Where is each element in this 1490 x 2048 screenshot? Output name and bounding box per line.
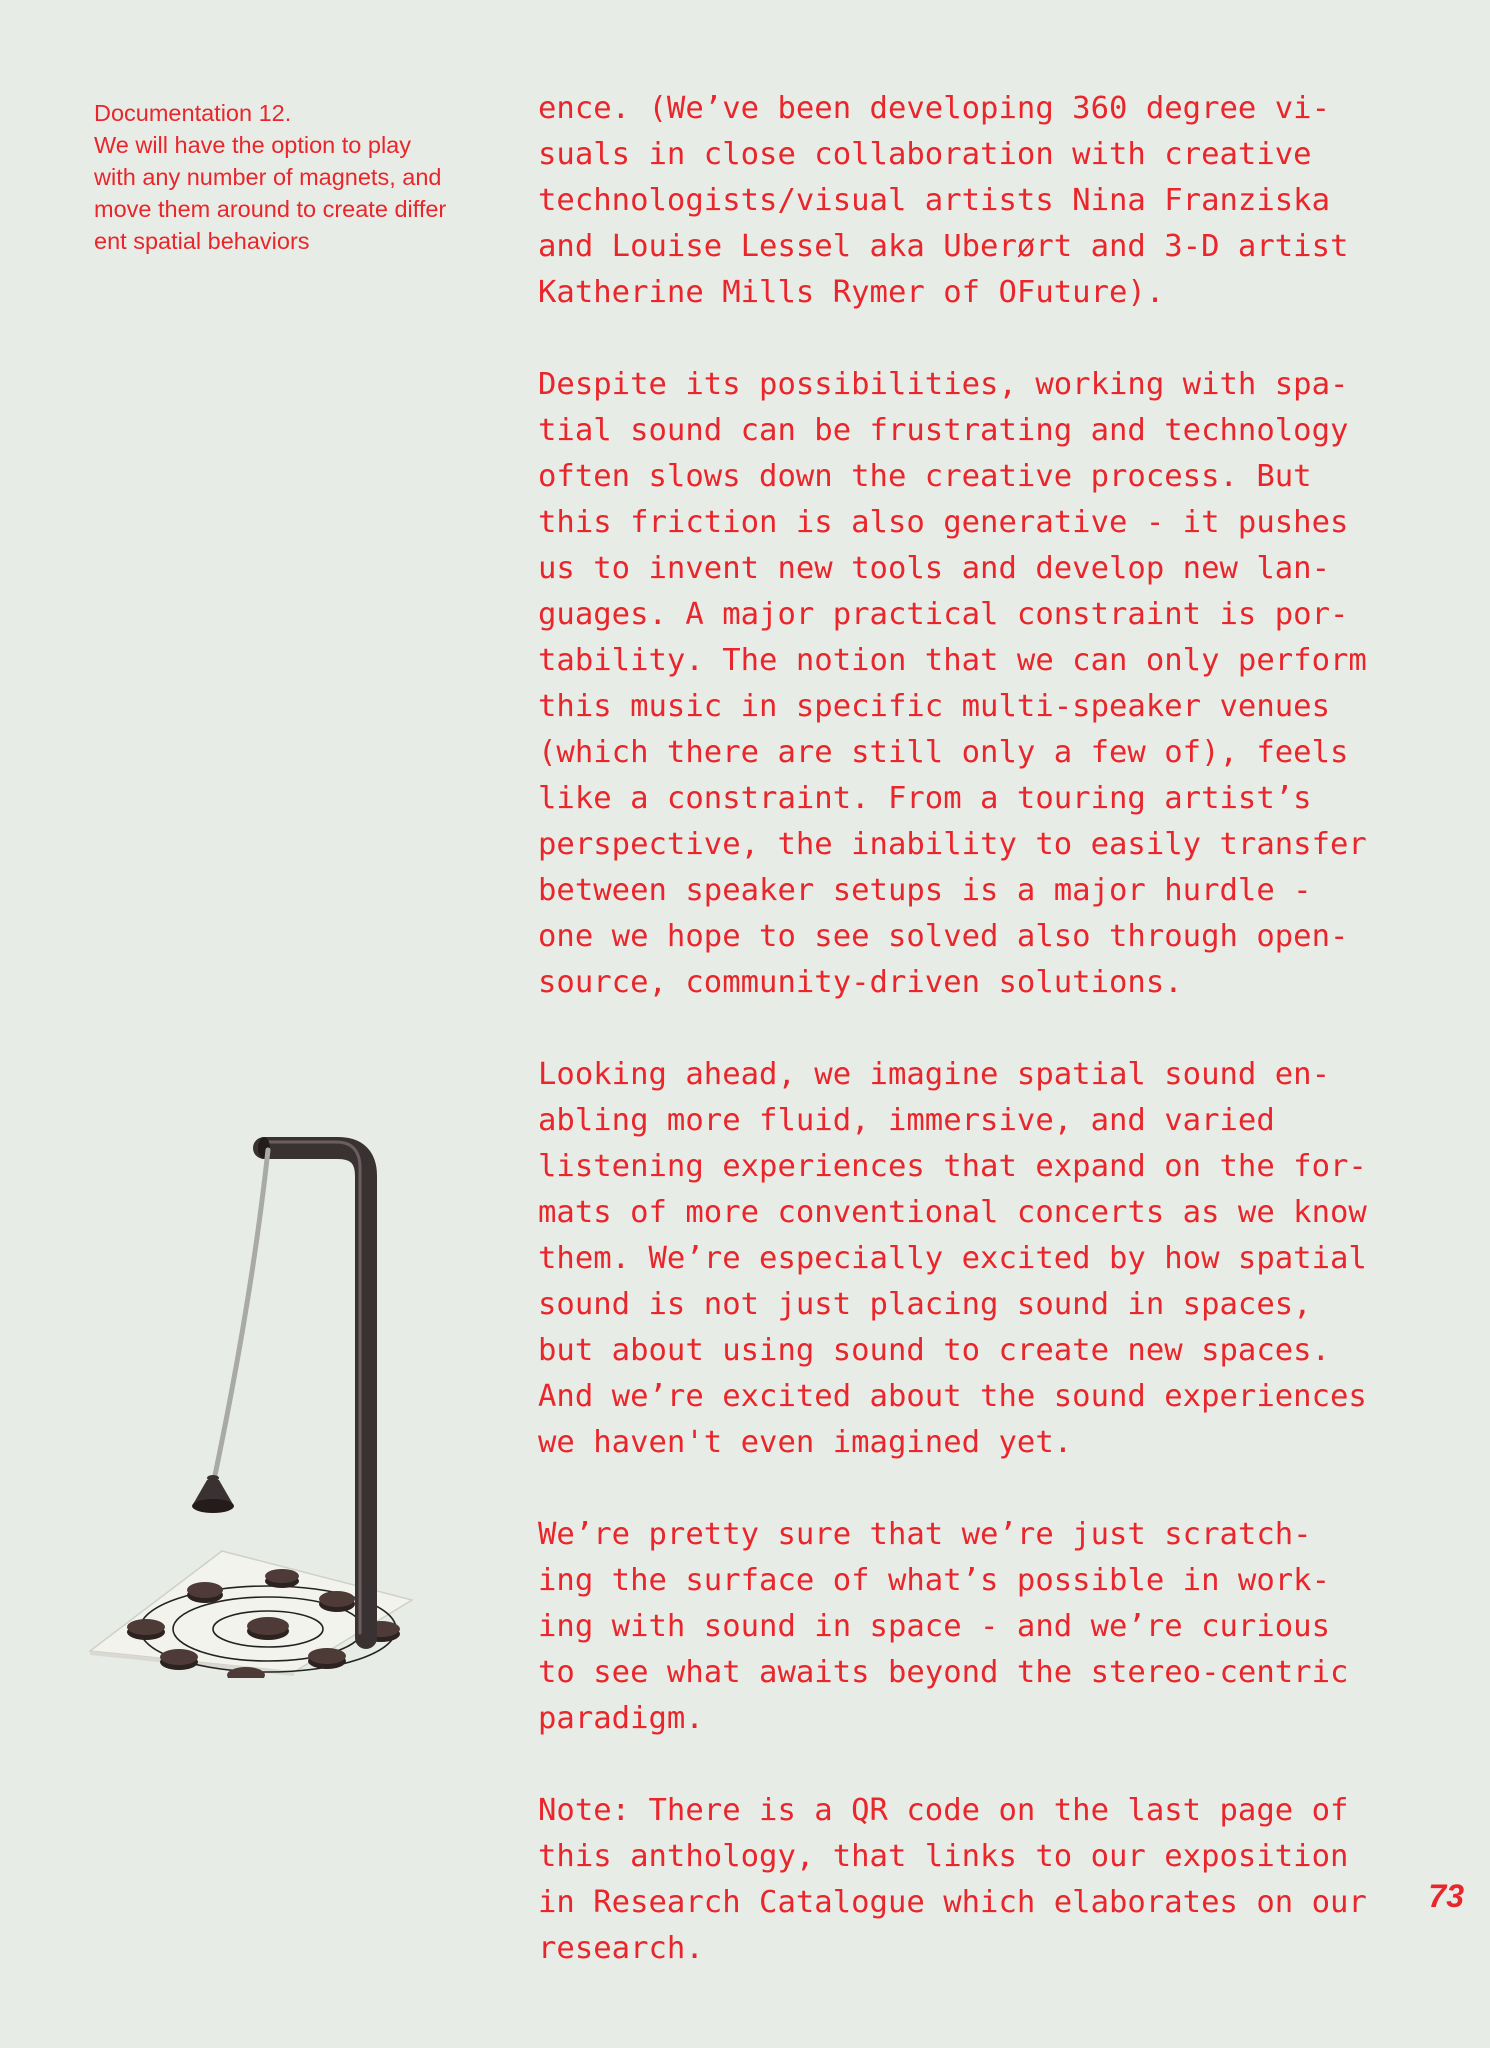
paragraph-portability	[538, 362, 1438, 1006]
text-line: to see what awaits beyond the stereo-centric	[538, 1655, 1349, 1690]
text-line: perspective, the inability to easily transfer	[538, 827, 1367, 862]
magnet	[319, 1591, 355, 1612]
caption-line: Documentation 12.	[94, 100, 292, 126]
text-line: ing with sound in space - and we’re curious	[538, 1609, 1331, 1644]
magnet-pendulum-illustration	[86, 1118, 486, 1678]
text-line: suals in close collaboration with creative	[538, 137, 1312, 172]
paragraph-scratching-surface	[538, 1512, 1438, 1742]
text-line: paradigm.	[538, 1701, 704, 1736]
text-line: ing the surface of what’s possible in work-	[538, 1563, 1331, 1598]
text-line: Note: There is a QR code on the last page of	[538, 1793, 1349, 1828]
page-number: 73	[1428, 1878, 1464, 1914]
text-line: between speaker setups is a major hurdle -	[538, 873, 1312, 908]
text-line: and Louise Lessel aka Uberørt and 3-D artist	[538, 229, 1349, 264]
text-line: source, community-driven solutions.	[538, 965, 1183, 1000]
text-line: like a constraint. From a touring artist’s	[538, 781, 1312, 816]
text-line: We’re pretty sure that we’re just scratch-	[538, 1517, 1312, 1552]
text-line: ence. (We’ve been developing 360 degree vi-	[538, 91, 1331, 126]
magnet	[308, 1648, 346, 1669]
paragraph-note	[538, 1788, 1438, 1972]
magnet	[187, 1582, 223, 1603]
text-line: research.	[538, 1931, 704, 1966]
text-line: this anthology, that links to our exposition	[538, 1839, 1349, 1874]
text-line: we haven't even imagined yet.	[538, 1425, 1073, 1460]
caption-line: We will have the option to play	[94, 132, 411, 158]
text-line: but about using sound to create new spaces.	[538, 1333, 1331, 1368]
text-line: one we hope to see solved also through open-	[538, 919, 1349, 954]
text-line: (which there are still only a few of), feels	[538, 735, 1349, 770]
magnet	[127, 1619, 165, 1640]
text-line: in Research Catalogue which elaborates on our	[538, 1885, 1367, 1920]
text-line: sound is not just placing sound in spaces,	[538, 1287, 1312, 1322]
text-line: guages. A major practical constraint is por-	[538, 597, 1349, 632]
magnet	[247, 1617, 289, 1640]
body-text	[538, 86, 1438, 1972]
stand-pole-highlight	[264, 1142, 360, 1633]
text-line: Katherine Mills Rymer of OFuture).	[538, 275, 1165, 310]
text-line: And we’re excited about the sound experiences	[538, 1379, 1367, 1414]
magnet	[160, 1649, 198, 1670]
text-line: mats of more conventional concerts as we know	[538, 1195, 1367, 1230]
text-line: tial sound can be frustrating and technology	[538, 413, 1349, 448]
text-line: them. We’re especially excited by how spatial	[538, 1241, 1367, 1276]
text-line: this friction is also generative - it pushes	[538, 505, 1349, 540]
stand-pole	[264, 1148, 366, 1638]
paragraph-visuals-collaboration	[538, 86, 1438, 316]
caption-line: with any number of magnets, and	[94, 164, 442, 190]
text-line: technologists/visual artists Nina Franziska	[538, 183, 1331, 218]
text-line: listening experiences that expand on the for-	[538, 1149, 1367, 1184]
text-line: often slows down the creative process. But	[538, 459, 1312, 494]
magnet	[265, 1569, 299, 1588]
caption-line: move them around to create differ	[94, 196, 447, 222]
paragraph-looking-ahead	[538, 1052, 1438, 1466]
pendulum-weight	[192, 1475, 234, 1513]
text-line: tability. The notion that we can only perform	[538, 643, 1367, 678]
figure-caption	[94, 97, 494, 257]
text-line: abling more fluid, immersive, and varied	[538, 1103, 1275, 1138]
text-line: Despite its possibilities, working with spa-	[538, 367, 1349, 402]
text-line: this music in specific multi-speaker venues	[538, 689, 1331, 724]
text-line: us to invent new tools and develop new lan-	[538, 551, 1331, 586]
caption-line: ent spatial behaviors	[94, 228, 310, 254]
pendulum-string	[214, 1150, 268, 1480]
text-line: Looking ahead, we imagine spatial sound en-	[538, 1057, 1331, 1092]
